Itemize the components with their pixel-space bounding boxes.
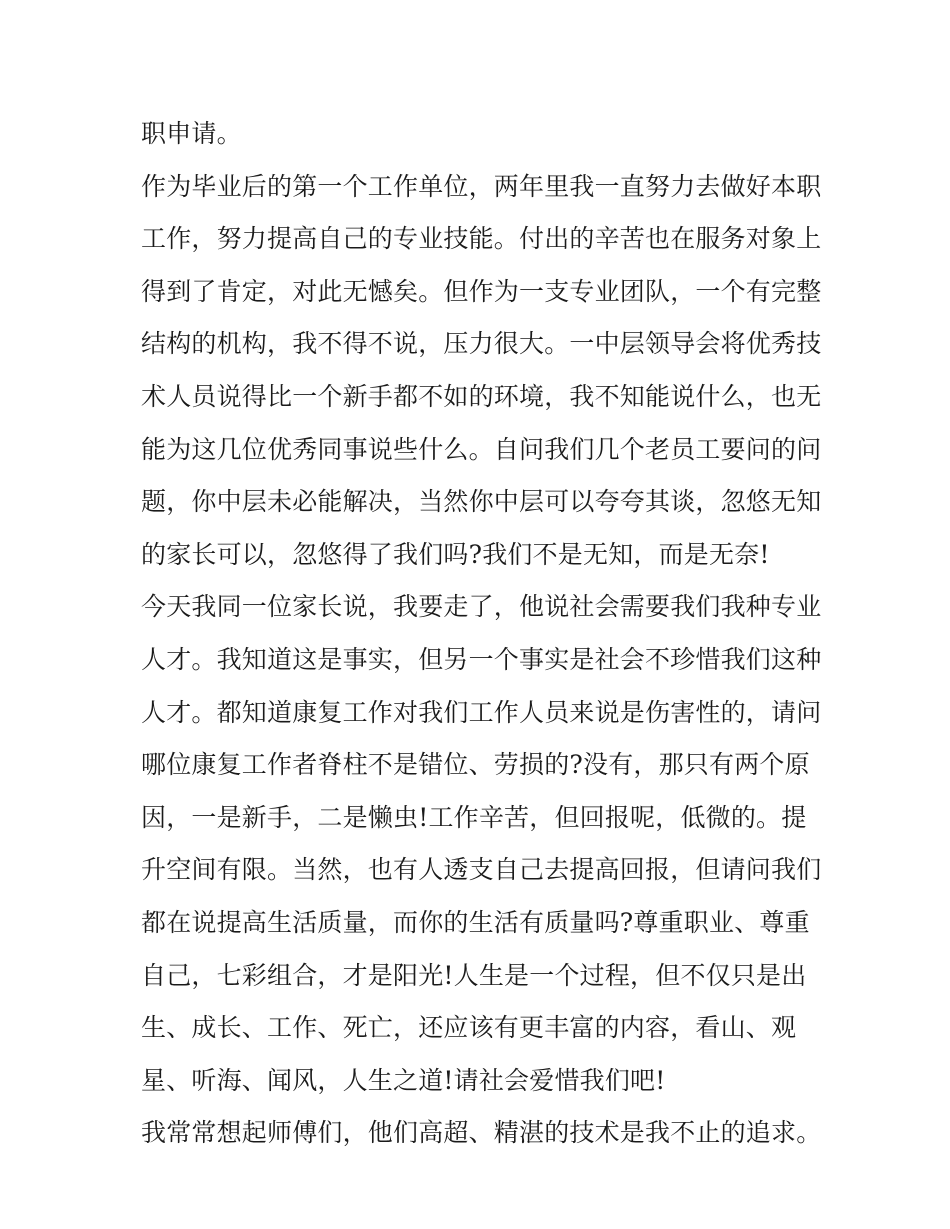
text-line: 的家长可以，忽悠得了我们吗?我们不是无知，而是无奈!	[141, 539, 770, 569]
text-line: 人才。都知道康复工作对我们工作人员来说是伤害性的，请问	[141, 697, 822, 727]
text-line: 升空间有限。当然，也有人透支自己去提高回报，但请问我们	[141, 855, 822, 885]
text-line: 术人员说得比一个新手都不如的环境，我不知能说什么，也无	[141, 381, 822, 411]
text-line: 能为这几位优秀同事说些什么。自问我们几个老员工要问的问	[141, 434, 822, 464]
text-line: 得到了肯定，对此无憾矣。但作为一支专业团队，一个有完整	[141, 276, 822, 306]
text-line: 生、成长、工作、死亡，还应该有更丰富的内容，看山、观	[141, 1013, 797, 1043]
text-line: 职申请。	[141, 119, 242, 148]
body-text	[141, 108, 821, 1160]
text-line: 都在说提高生活质量，而你的生活有质量吗?尊重职业、尊重	[141, 907, 810, 937]
text-line: 今天我同一位家长说，我要走了，他说社会需要我们我种专业	[141, 592, 822, 622]
text-line: 因，一是新手，二是懒虫!工作辛苦，但回报呢，低微的。提	[141, 802, 807, 832]
text-line: 星、听海、闻风，人生之道!请社会爱惜我们吧!	[141, 1065, 666, 1095]
text-line: 哪位康复工作者脊柱不是错位、劳损的?没有，那只有两个原	[141, 750, 810, 780]
text-line: 结构的机构，我不得不说，压力很大。一中层领导会将优秀技	[141, 329, 822, 359]
text-line: 自己，七彩组合，才是阳光!人生是一个过程，但不仅只是出	[141, 960, 807, 990]
text-line: 题，你中层未必能解决，当然你中层可以夸夸其谈，忽悠无知	[141, 487, 822, 517]
text-line: 作为毕业后的第一个工作单位，两年里我一直努力去做好本职	[141, 171, 822, 201]
text-line: 人才。我知道这是事实，但另一个事实是社会不珍惜我们这种	[141, 644, 822, 674]
text-line: 我常常想起师傅们，他们高超、精湛的技术是我不止的追求。	[141, 1118, 822, 1148]
text-line: 工作，努力提高自己的专业技能。付出的辛苦也在服务对象上	[141, 224, 822, 254]
